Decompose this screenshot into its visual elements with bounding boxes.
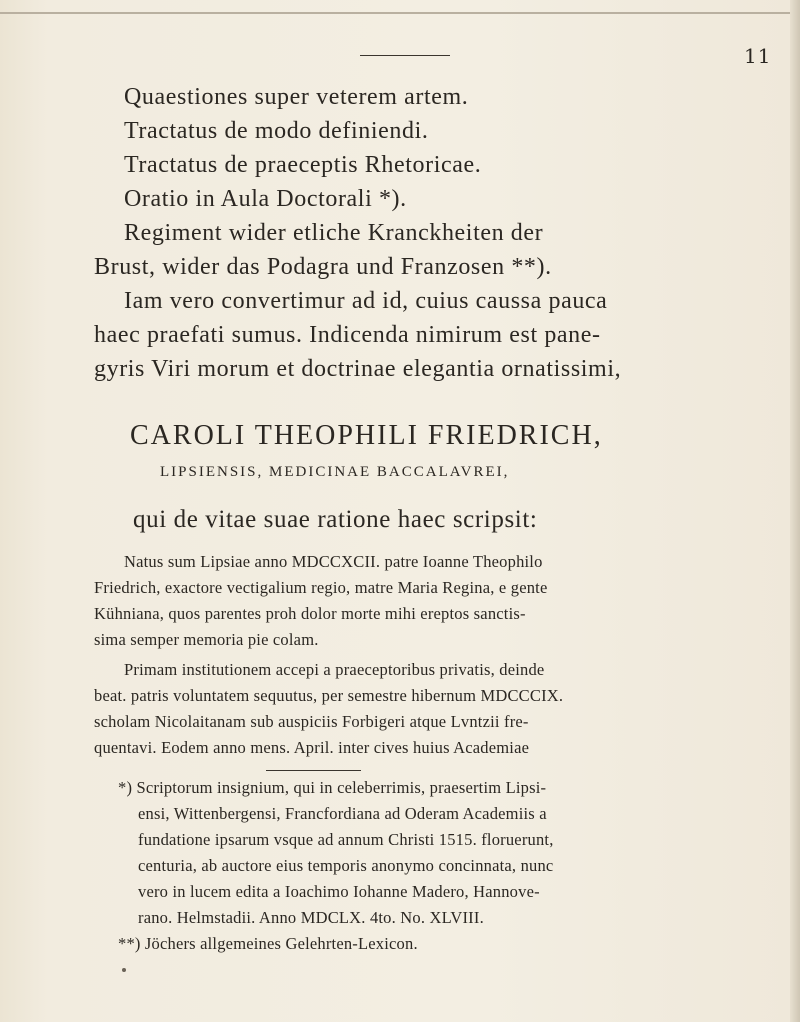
footnote-line: centuria, ab auctore eius temporis anonymo concinnata, nunc [138, 856, 554, 875]
body-line: Natus sum Lipsiae anno MDCCXCII. patre Ioanne Theophilo [124, 552, 543, 571]
body-line: Friedrich, exactore vectigalium regio, matre Maria Regina, e gente [94, 578, 548, 597]
footnote-line: ensi, Wittenbergensi, Francfordiana ad Oderam Academiis a [138, 804, 547, 823]
title-line: Quaestiones super veterem artem. [124, 84, 469, 110]
page-top-edge [0, 12, 800, 14]
page-right-edge [790, 0, 800, 1022]
title-line: Tractatus de modo definiendi. [124, 118, 429, 144]
body-line: quentavi. Eodem anno mens. April. inter cives huius Academiae [94, 738, 530, 757]
intro-line: gyris Viri morum et doctrinae elegantia ornatissimi, [94, 356, 622, 382]
author-name-heading: CAROLI THEOPHILI FRIEDRICH, [130, 420, 603, 451]
footnote-line: vero in lucem edita a Ioachimo Iohanne Madero, Hannove- [138, 882, 540, 901]
author-degree: LIPSIENSIS, MEDICINAE BACCALAVREI, [160, 464, 510, 480]
body-line: scholam Nicolaitanam sub auspiciis Forbigeri atque Lvntzii fre- [94, 712, 529, 731]
title-line: Oratio in Aula Doctorali *). [124, 186, 407, 212]
body-line: beat. patris voluntatem sequutus, per semestre hibernum MDCCCIX. [94, 686, 564, 705]
section-heading: qui de vitae suae ratione haec scripsit: [133, 506, 538, 533]
body-line: Primam institutionem accepi a praeceptoribus privatis, deinde [124, 660, 545, 679]
footnote-rule [266, 770, 361, 771]
ink-speck [122, 968, 126, 972]
intro-line: haec praefati sumus. Indicenda nimirum est pane- [94, 322, 601, 348]
title-line: Tractatus de praeceptis Rhetoricae. [124, 152, 482, 178]
footnote-line: **) Jöchers allgemeines Gelehrten-Lexicon. [118, 934, 418, 953]
intro-line: Iam vero convertimur ad id, cuius caussa pauca [124, 288, 608, 314]
header-rule [360, 55, 450, 56]
title-line: Regiment wider etliche Kranckheiten der [124, 220, 544, 246]
footnote-line: fundatione ipsarum vsque ad annum Christi 1515. floruerunt, [138, 830, 554, 849]
title-line: Brust, wider das Podagra und Franzosen **). [94, 254, 552, 280]
body-line: sima semper memoria pie colam. [94, 630, 319, 649]
body-line: Kühniana, quos parentes proh dolor morte mihi ereptos sanctis- [94, 604, 526, 623]
footnote-line: *) Scriptorum insignium, qui in celeberrimis, praesertim Lipsi- [118, 778, 547, 797]
page-number: 11 [744, 44, 772, 68]
footnote-line: rano. Helmstadii. Anno MDCLX. 4to. No. XLVIII. [138, 908, 484, 927]
